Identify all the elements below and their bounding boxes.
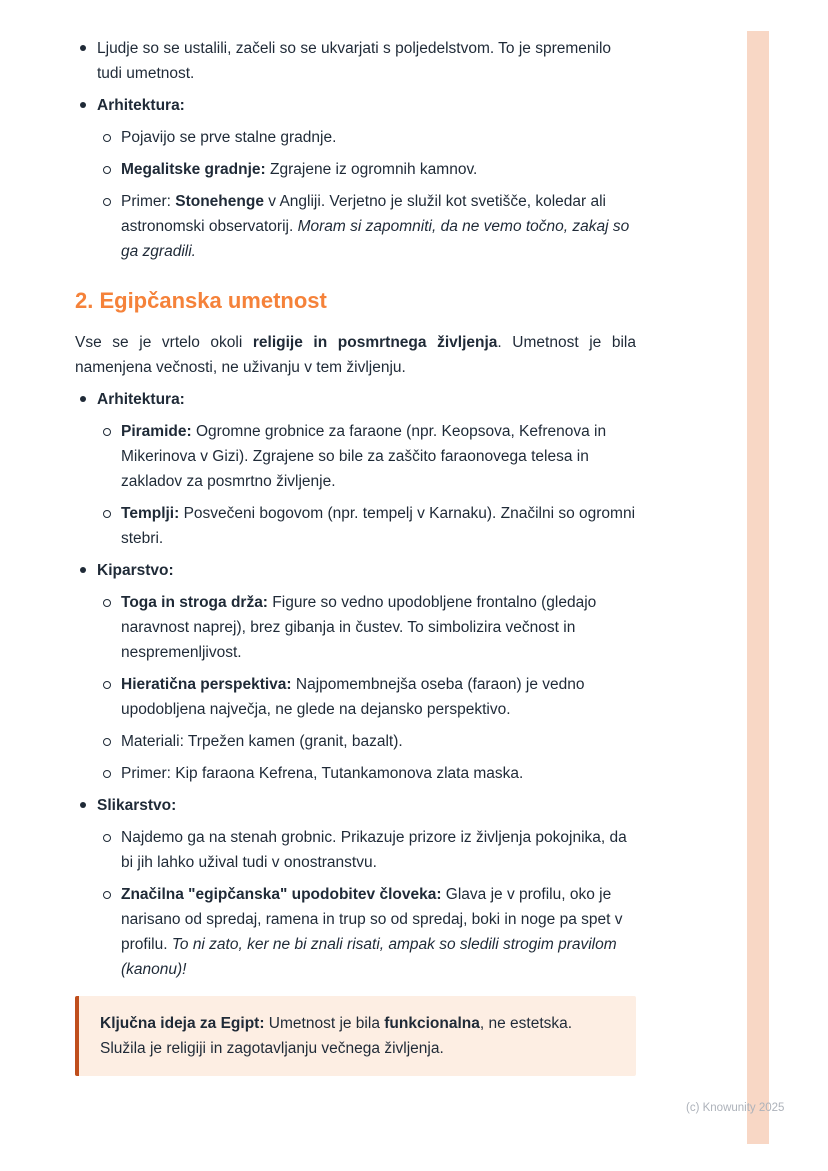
sub-item-term: Hieratična perspektiva:: [121, 676, 292, 693]
bullet-list-neolithic: [75, 36, 636, 264]
paragraph-text: Vse se je vrtelo okoli: [75, 334, 253, 351]
sub-list-item: [97, 672, 636, 722]
list-item-label: Arhitektura:: [97, 391, 185, 408]
sub-item-term: Megalitske gradnje:: [121, 161, 266, 178]
sub-item-text: Posvečeni bogovom (npr. tempelj v Karnaku). Značilni so ogromni stebri.: [121, 505, 636, 547]
section-intro-paragraph: [75, 330, 636, 380]
sub-list-painting: [97, 825, 636, 982]
callout-text: Umetnost je bila: [264, 1015, 385, 1032]
sub-item-text: Zgrajene iz ogromnih kamnov.: [265, 161, 478, 178]
sub-item-term: Stonehenge: [175, 193, 264, 210]
list-item-label: Slikarstvo:: [97, 797, 177, 814]
sub-item-term: Piramide:: [121, 423, 192, 440]
list-item-architecture-group: [75, 387, 636, 551]
sub-list-item: [97, 189, 636, 264]
list-item-label: Arhitektura:: [97, 97, 185, 114]
sub-list-item: [97, 125, 636, 150]
sub-item-text: Materiali: Trpežen kamen (granit, bazalt).: [121, 733, 403, 750]
callout-term: Ključna ideja za Egipt:: [100, 1015, 265, 1032]
callout-text: , ne estetska. Služila je religiji in zagotavljanju večnega življenja.: [100, 1015, 573, 1057]
sub-item-text: Pojavijo se prve stalne gradnje.: [121, 129, 337, 146]
sub-list-item: [97, 501, 636, 551]
callout-emphasis: funkcionalna: [384, 1015, 480, 1032]
list-item-text: Ljudje so se ustalili, začeli so se ukvarjati s poljedelstvom. To je spremenilo tudi umetnost.: [97, 40, 612, 82]
sub-list-item: [97, 882, 636, 982]
section-heading: 2. Egipčanska umetnost: [75, 288, 327, 313]
sub-item-term: Značilna "egipčanska" upodobitev človeka:: [121, 886, 442, 903]
sub-item-term: Templji:: [121, 505, 180, 522]
document-content: [75, 0, 636, 1076]
sub-item-text: v Angliji. Verjetno je služil kot svetišče, koledar ali astronomski observatorij.: [121, 193, 606, 235]
sub-item-text: Figure so vedno upodobljene frontalno (gledajo naravnost naprej), brez gibanja in čustev. To simbolizira večnost in nespremenljivost.: [121, 594, 597, 661]
sub-list-item: [97, 825, 636, 875]
sub-item-text: Ogromne grobnice za faraone (npr. Keopsova, Kefrenova in Mikerinova v Gizi). Zgrajene so bile za zaščito faraonovega telesa in zakladov za posmrtno življenje.: [121, 423, 607, 490]
list-item-settlement: [75, 36, 636, 86]
list-item-painting-group: [75, 793, 636, 982]
list-item-architecture-group: [75, 93, 636, 264]
sub-list-sculpture: [97, 590, 636, 786]
sub-list-architecture: [97, 419, 636, 551]
key-idea-callout: [75, 996, 636, 1076]
paragraph-text: . Umetnost je bila namenjena večnosti, ne uživanju v tem življenju.: [75, 334, 636, 376]
sub-item-text: Najpomembnejša oseba (faraon) je vedno upodobljena največja, ne glede na dejansko perspektivo.: [121, 676, 585, 718]
sub-item-text: Glava je v profilu, oko je narisano od spredaj, ramena in trup so od spredaj, boki in noge pa spet v profilu.: [121, 886, 623, 953]
sub-item-text: Primer: Kip faraona Kefrena, Tutankamonova zlata maska.: [121, 765, 524, 782]
copyright-watermark: (c) Knowunity 2025: [686, 1102, 785, 1114]
sub-list-item: [97, 729, 636, 754]
sub-item-text: Primer:: [121, 193, 176, 210]
paragraph-emphasis: religije in posmrtnega življenja: [252, 334, 498, 351]
bullet-list-egypt: [75, 387, 636, 982]
sub-item-note: To ni zato, ker ne bi znali risati, ampak so sledili strogim pravilom (kanonu)!: [121, 936, 617, 978]
sub-list-item: [97, 419, 636, 494]
page-edge-strip: [747, 31, 769, 1144]
sub-item-text: Najdemo ga na stenah grobnic. Prikazuje prizore iz življenja pokojnika, da bi jih lahko užival tudi v onostranstvu.: [121, 829, 627, 871]
sub-list-item: [97, 761, 636, 786]
list-item-sculpture-group: [75, 558, 636, 786]
sub-list-item: [97, 157, 636, 182]
list-item-label: Kiparstvo:: [97, 562, 174, 579]
sub-item-term: Toga in stroga drža:: [121, 594, 268, 611]
sub-list-architecture: [97, 125, 636, 264]
sub-item-note: Moram si zapomniti, da ne vemo točno, zakaj so ga zgradili.: [121, 218, 630, 260]
sub-list-item: [97, 590, 636, 665]
